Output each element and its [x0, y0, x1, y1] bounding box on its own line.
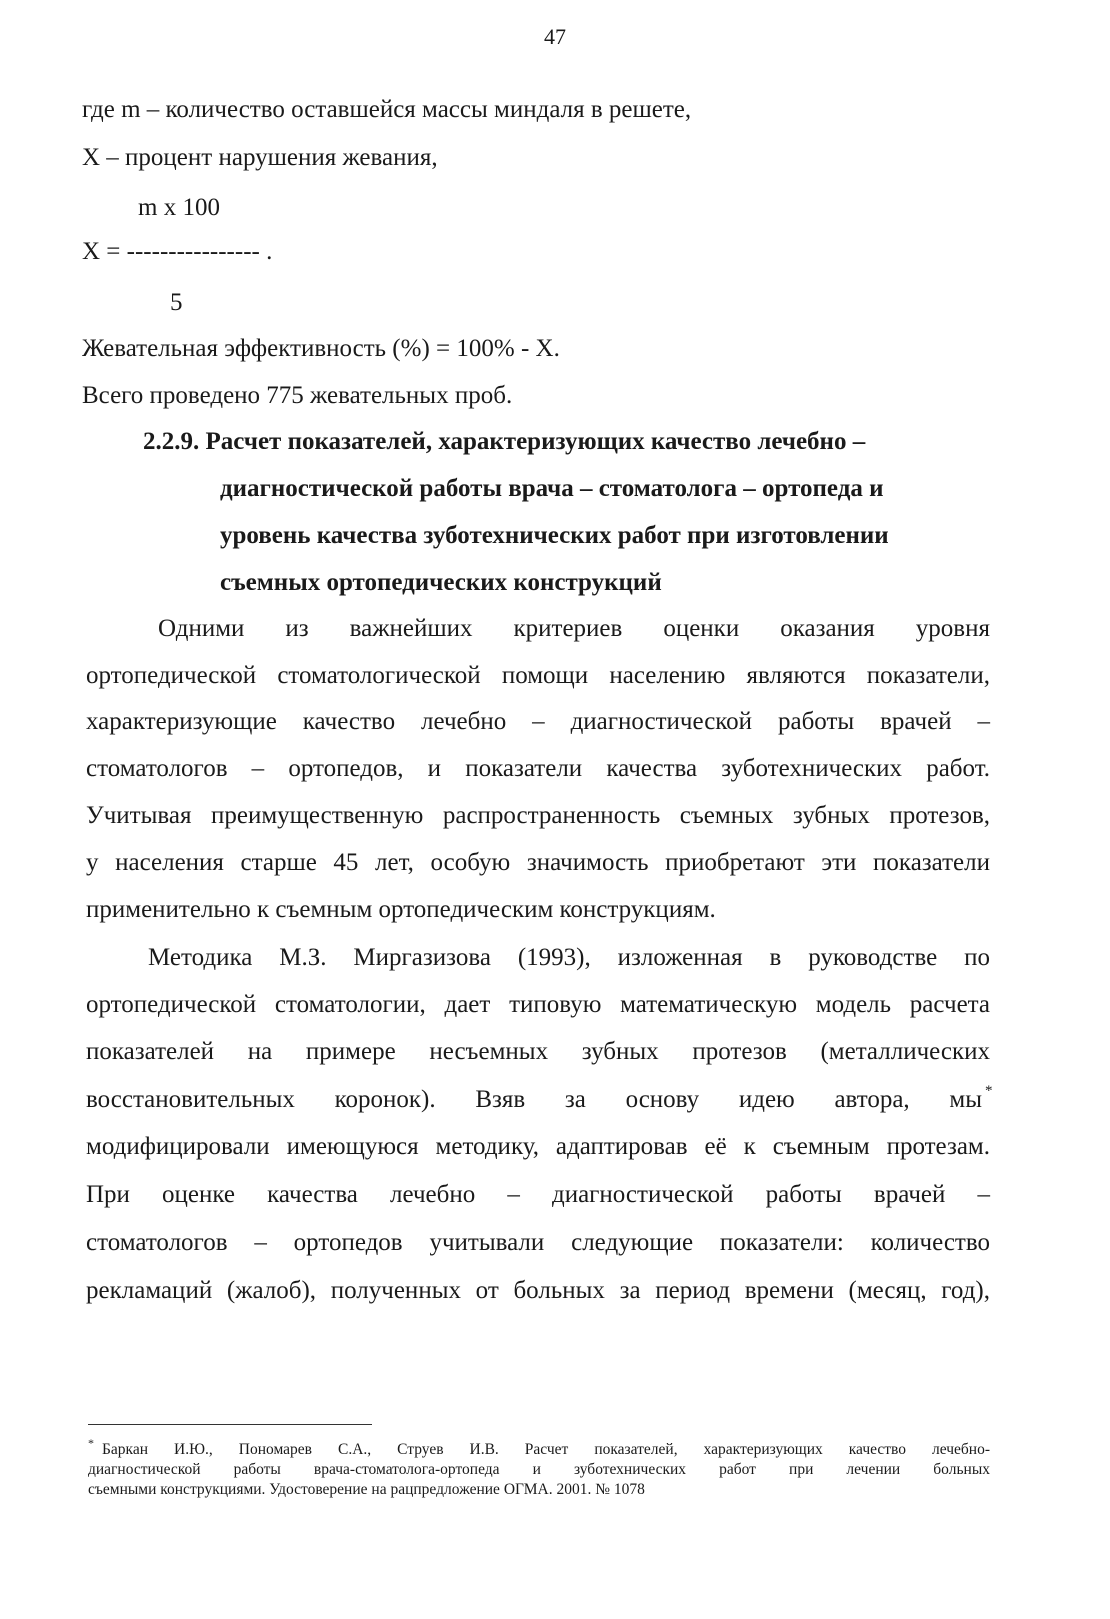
footnote-marker: *	[985, 1083, 993, 1099]
paragraph-1-line: применительно к съемным ортопедическим конструкциям.	[86, 896, 716, 923]
section-heading-line-1: 2.2.9. Расчет показателей, характеризующих качество лечебно –	[143, 428, 866, 455]
footnote-line: Баркан И.Ю., Пономарев С.А., Струев И.В. Расчет показателей, характеризующих качество лечебно-	[102, 1441, 990, 1458]
paragraph-2-line: модифицировали имеющуюся методику, адаптировав её к съемным протезам.	[86, 1133, 990, 1160]
definition-m: где m – количество оставшейся массы миндаля в решете,	[82, 96, 692, 123]
paragraph-2-line: Методика М.З. Миргазизова (1993), изложенная в руководстве по	[148, 944, 990, 971]
paragraph-2-line: При оценке качества лечебно – диагностической работы врачей –	[86, 1181, 990, 1208]
section-heading-line-3: уровень качества зуботехнических работ при изготовлении	[220, 522, 889, 549]
paragraph-2-line: ортопедической стоматологии, дает типовую математическую модель расчета	[86, 991, 990, 1018]
chewing-efficiency-formula: Жевательная эффективность (%) = 100% - Х.	[82, 335, 560, 362]
formula-fraction-line: Х = ---------------- .	[82, 238, 273, 265]
footnote-separator	[88, 1424, 372, 1425]
footnote-line: диагностической работы врача-стоматолога-ортопеда и зуботехнических работ при лечении больных	[88, 1461, 990, 1478]
paragraph-1-line: Одними из важнейших критериев оценки оказания уровня	[158, 615, 990, 642]
page-number: 47	[544, 24, 566, 49]
paragraph-1-line: характеризующие качество лечебно – диагностической работы врачей –	[86, 708, 990, 735]
paragraph-2-line: восстановительных коронок). Взяв за основу идею автора, мы	[86, 1086, 982, 1113]
definition-x: Х – процент нарушения жевания,	[82, 144, 438, 171]
formula-numerator: m x 100	[138, 194, 220, 221]
section-heading-line-2: диагностической работы врача – стоматолога – ортопеда и	[220, 475, 884, 502]
paragraph-1-line: Учитывая преимущественную распространенность съемных зубных протезов,	[86, 802, 990, 829]
paragraph-1-line: ортопедической стоматологической помощи населению являются показатели,	[86, 662, 990, 689]
paragraph-2-line: показателей на примере несъемных зубных протезов (металлических	[86, 1038, 990, 1065]
paragraph-2-line: стоматологов – ортопедов учитывали следующие показатели: количество	[86, 1229, 990, 1256]
total-tests-line: Всего проведено 775 жевательных проб.	[82, 382, 513, 409]
paragraph-1-line: у населения старше 45 лет, особую значимость приобретают эти показатели	[86, 849, 990, 876]
footnote-line: съемными конструкциями. Удостоверение на рацпредложение ОГМА. 2001. № 1078	[88, 1481, 645, 1498]
paragraph-1-line: стоматологов – ортопедов, и показатели качества зуботехнических работ.	[86, 755, 990, 782]
formula-denominator: 5	[170, 289, 183, 316]
paragraph-2-line: рекламаций (жалоб), полученных от больных за период времени (месяц, год),	[86, 1277, 990, 1304]
footnote-marker-bottom: *	[88, 1436, 94, 1450]
section-heading-line-4: съемных ортопедических конструкций	[220, 569, 662, 596]
